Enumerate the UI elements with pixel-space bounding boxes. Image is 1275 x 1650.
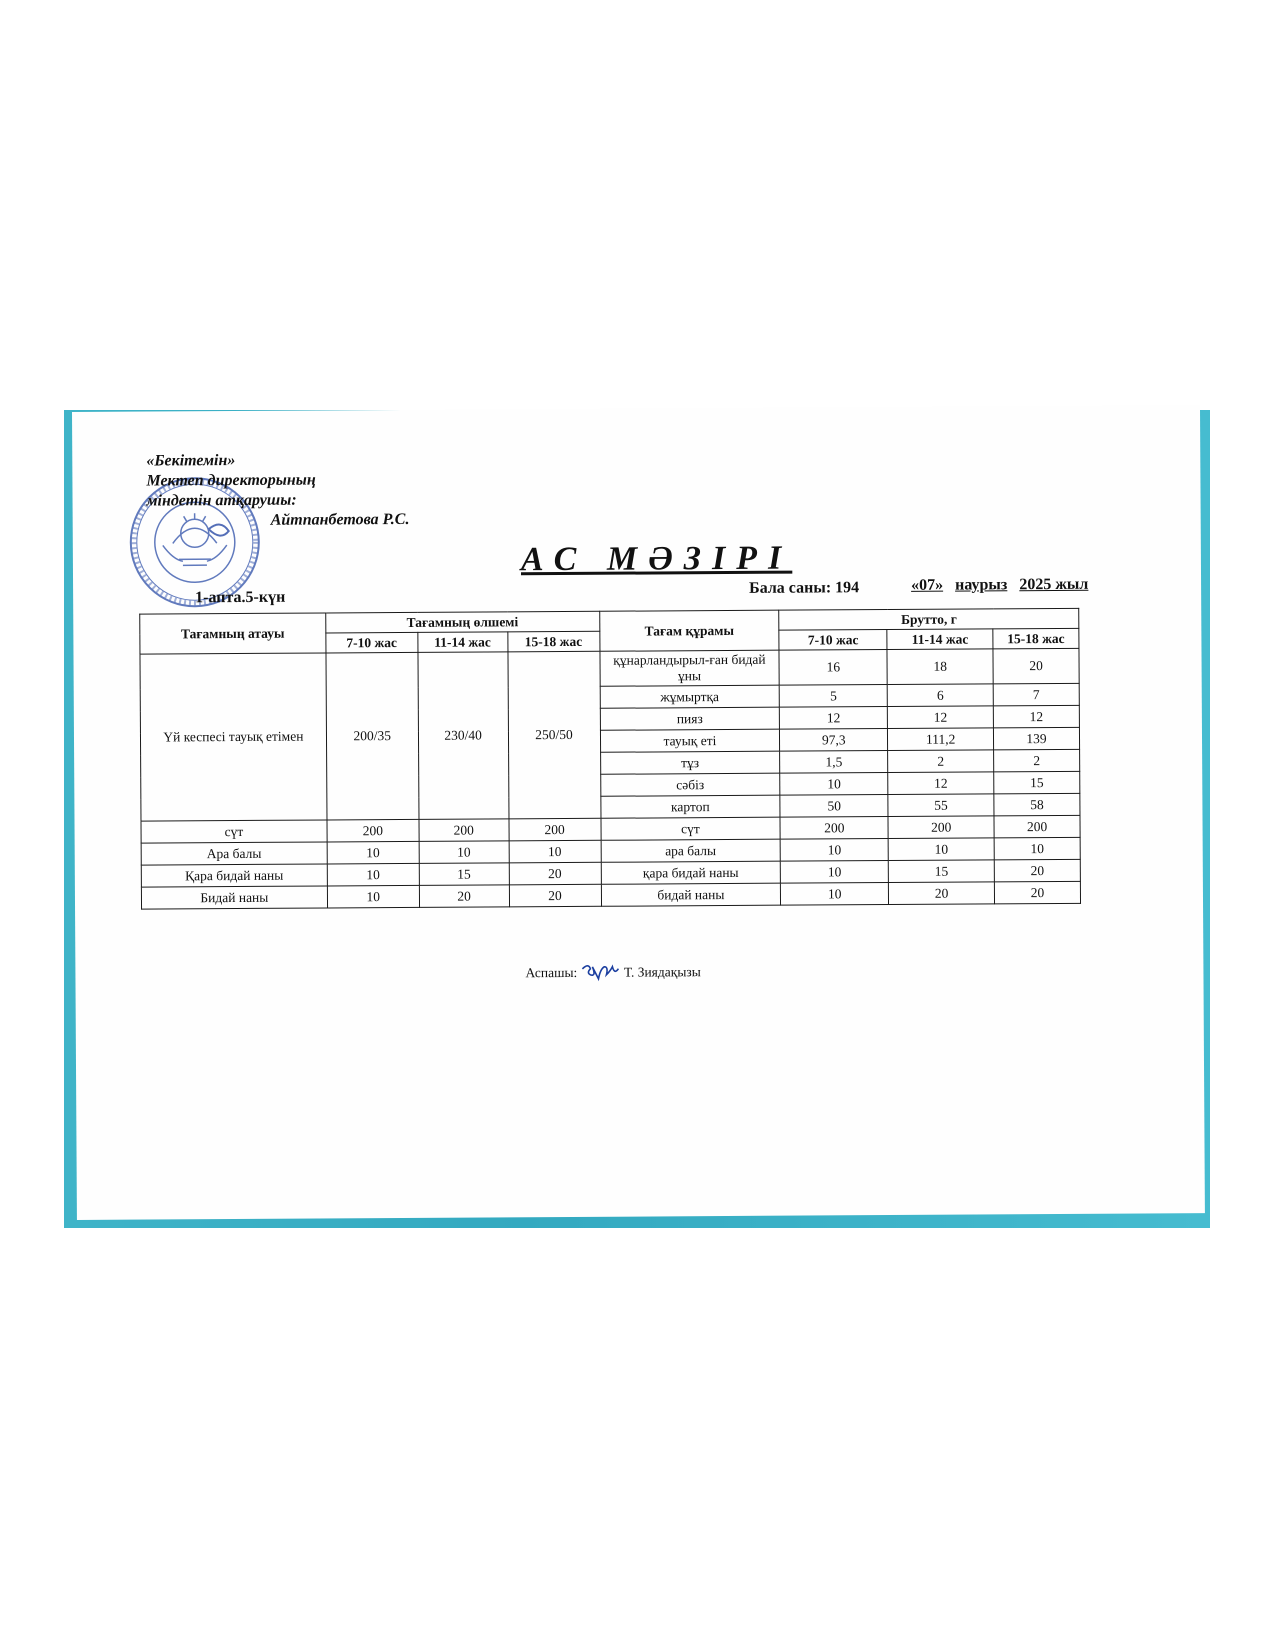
gross-value: 10	[781, 883, 889, 906]
ingredient-name: сәбіз	[600, 773, 780, 796]
gross-value: 10	[888, 838, 994, 861]
header-gross-age-15-18: 15-18 жас	[993, 628, 1079, 649]
children-count: Бала саны: 194	[749, 579, 860, 597]
gross-value: 20	[994, 881, 1080, 904]
ingredient-name: құнарландырыл-ған бидай ұны	[599, 650, 779, 686]
cook-label: Аспашы:	[525, 964, 578, 981]
header-portion-age-7-10: 7-10 жас	[326, 632, 418, 653]
gross-value: 10	[781, 861, 889, 884]
dish-portion: 10	[509, 840, 601, 863]
gross-value: 200	[994, 815, 1080, 838]
date-day: «07»	[911, 576, 944, 594]
gross-value: 5	[780, 685, 888, 708]
dish-portion: 10	[327, 841, 419, 864]
dish-name: Қара бидай наны	[141, 864, 327, 887]
ingredient-name: бидай наны	[601, 883, 781, 906]
dish-name: Ара балы	[141, 842, 327, 865]
dish-name: Бидай наны	[141, 886, 327, 909]
gross-value: 12	[993, 705, 1079, 728]
gross-value: 12	[888, 772, 994, 795]
menu-date	[911, 576, 1096, 595]
gross-value: 12	[780, 707, 888, 730]
dish-portion: 230/40	[418, 652, 509, 820]
dish-portion: 20	[509, 862, 601, 885]
gross-value: 10	[780, 773, 888, 796]
gross-value: 97,3	[780, 729, 888, 752]
gross-value: 20	[993, 648, 1079, 684]
approval-block	[146, 450, 409, 532]
cook-signature-line	[525, 960, 700, 983]
gross-value: 200	[888, 816, 994, 839]
header-portion-age-11-14: 11-14 жас	[418, 632, 508, 653]
dish-portion: 200/35	[326, 652, 419, 820]
header-gross-age-11-14: 11-14 жас	[887, 629, 993, 650]
gross-value: 2	[888, 750, 994, 773]
approval-name: Айтпанбетова Р.С.	[270, 510, 410, 529]
gross-value: 12	[888, 706, 994, 729]
ingredient-name: қара бидай наны	[601, 861, 781, 884]
header-gross: Брутто, г	[779, 608, 1079, 630]
dish-name: Үй кеспесі тауық етімен	[140, 653, 327, 821]
approval-role: міндетін атқарушы:	[146, 491, 297, 510]
gross-value: 50	[780, 795, 888, 818]
ingredient-name: ара балы	[601, 839, 781, 862]
gross-value: 15	[994, 771, 1080, 794]
header-portion: Тағамның өлшемі	[326, 611, 600, 633]
gross-value: 1,5	[780, 751, 888, 774]
handwritten-signature-icon	[581, 961, 621, 983]
menu-sheet	[72, 405, 1205, 1220]
dish-portion: 200	[419, 819, 509, 842]
gross-value: 10	[780, 839, 888, 862]
gross-value: 6	[887, 684, 993, 707]
dish-portion: 20	[509, 884, 601, 907]
ingredient-name: тұз	[600, 751, 780, 774]
menu-table	[139, 608, 1081, 910]
gross-value: 7	[993, 683, 1079, 706]
table-row	[141, 881, 1080, 909]
gross-value: 58	[994, 793, 1080, 816]
dish-portion: 15	[419, 863, 509, 886]
ingredient-name: картоп	[600, 795, 780, 818]
ingredient-name: жұмыртқа	[600, 685, 780, 708]
header-gross-age-7-10: 7-10 жас	[779, 630, 887, 651]
dish-portion: 200	[327, 819, 419, 842]
ingredient-name: тауық еті	[600, 729, 780, 752]
date-year: 2025 жыл	[1019, 575, 1089, 594]
dish-portion: 250/50	[508, 651, 601, 819]
gross-value: 139	[993, 727, 1079, 750]
cook-name: Т. Зиядақызы	[623, 964, 701, 980]
approval-position: Мектеп директорының	[146, 471, 316, 490]
gross-value: 16	[779, 650, 887, 686]
page-title: АС МӘЗІРІ	[520, 539, 793, 579]
week-day-label: 1-апта.5-күн	[195, 588, 286, 607]
gross-value: 18	[887, 649, 993, 685]
date-month: наурыз	[955, 576, 1008, 594]
header-portion-age-15-18: 15-18 жас	[507, 631, 599, 652]
gross-value: 111,2	[888, 728, 994, 751]
gross-value: 15	[888, 860, 994, 883]
dish-name: сүт	[141, 820, 327, 843]
dish-portion: 10	[327, 885, 419, 908]
gross-value: 20	[994, 859, 1080, 882]
ingredient-name: пияз	[600, 707, 780, 730]
gross-value: 55	[888, 794, 994, 817]
dish-portion: 20	[419, 885, 509, 908]
dish-portion: 10	[327, 863, 419, 886]
dish-portion: 200	[509, 818, 601, 841]
header-dish: Тағамның атауы	[140, 613, 326, 654]
gross-value: 20	[889, 882, 995, 905]
gross-value: 2	[994, 749, 1080, 772]
approval-heading: «Бекітемін»	[146, 452, 236, 470]
ingredient-name: сүт	[600, 817, 780, 840]
gross-value: 200	[780, 817, 888, 840]
table-row	[140, 648, 1079, 689]
dish-portion: 10	[419, 841, 509, 864]
gross-value: 10	[994, 837, 1080, 860]
header-composition: Тағам құрамы	[599, 610, 779, 651]
